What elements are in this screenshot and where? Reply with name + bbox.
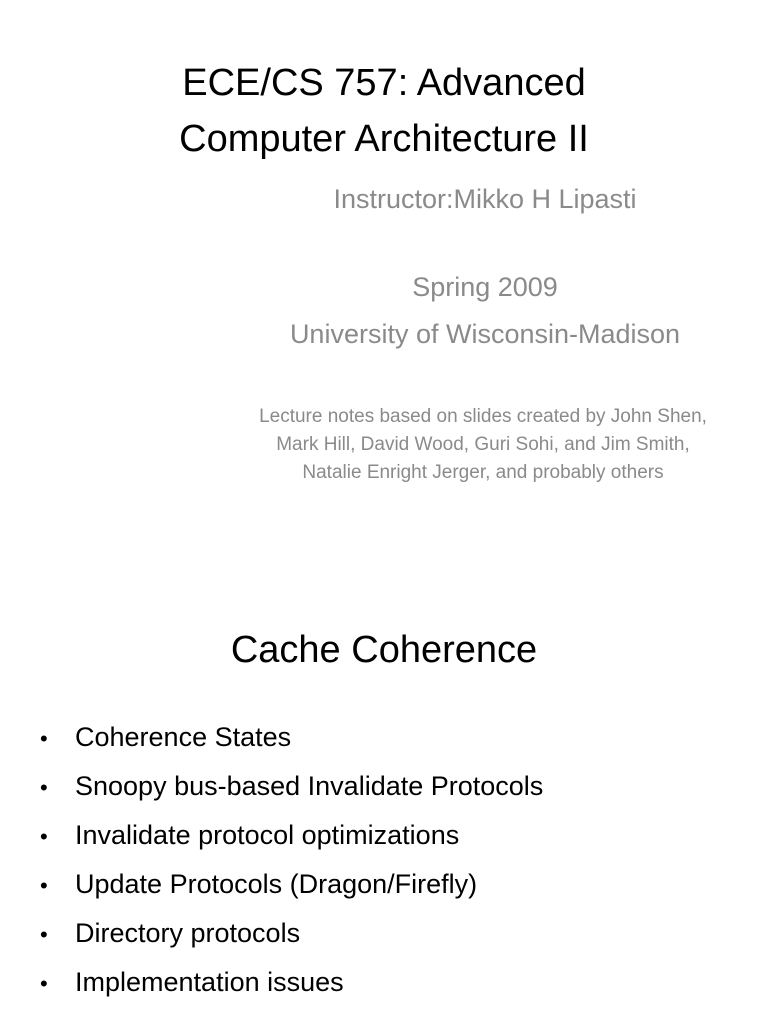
slide-title: Cache Coherence <box>230 629 538 671</box>
bullet-text: Coherence States <box>75 722 292 752</box>
bullet-text: Snoopy bus-based Invalidate Protocols <box>75 771 544 801</box>
bullet-marker: • <box>40 726 48 751</box>
course-title-line-2: Computer Architecture II <box>179 118 589 160</box>
instructor-name: Instructor:Mikko H Lipasti <box>333 184 637 214</box>
bullet-marker: • <box>40 824 48 849</box>
credit-line: Lecture notes based on slides created by John Shen, <box>259 406 707 427</box>
bullet-text: Invalidate protocol optimizations <box>75 820 460 850</box>
credit-line: Mark Hill, David Wood, Guri Sohi, and Jim Smith, <box>276 434 690 455</box>
bullet-marker: • <box>40 775 48 800</box>
course-title-line-1: ECE/CS 757: Advanced <box>182 62 586 104</box>
bullet-text: Implementation issues <box>75 967 344 997</box>
bullet-item <box>40 912 543 961</box>
bullet-item <box>40 863 543 912</box>
bullet-item <box>40 814 543 863</box>
university-name: University of Wisconsin-Madison <box>289 319 681 349</box>
topic-slide <box>0 512 768 1024</box>
bullet-marker: • <box>40 971 48 996</box>
credit-line: Natalie Enright Jerger, and probably others <box>302 462 664 483</box>
bullet-item <box>40 716 543 765</box>
lecture-notes-credit <box>205 403 761 487</box>
bullet-marker: • <box>40 873 48 898</box>
bullet-marker: • <box>40 922 48 947</box>
term: Spring 2009 <box>412 272 558 302</box>
bullet-item <box>40 765 543 814</box>
bullet-text: Update Protocols (Dragon/Firefly) <box>75 869 478 899</box>
bullet-list <box>40 716 543 1010</box>
bullet-text: Directory protocols <box>75 918 301 948</box>
bullet-item <box>40 961 543 1010</box>
